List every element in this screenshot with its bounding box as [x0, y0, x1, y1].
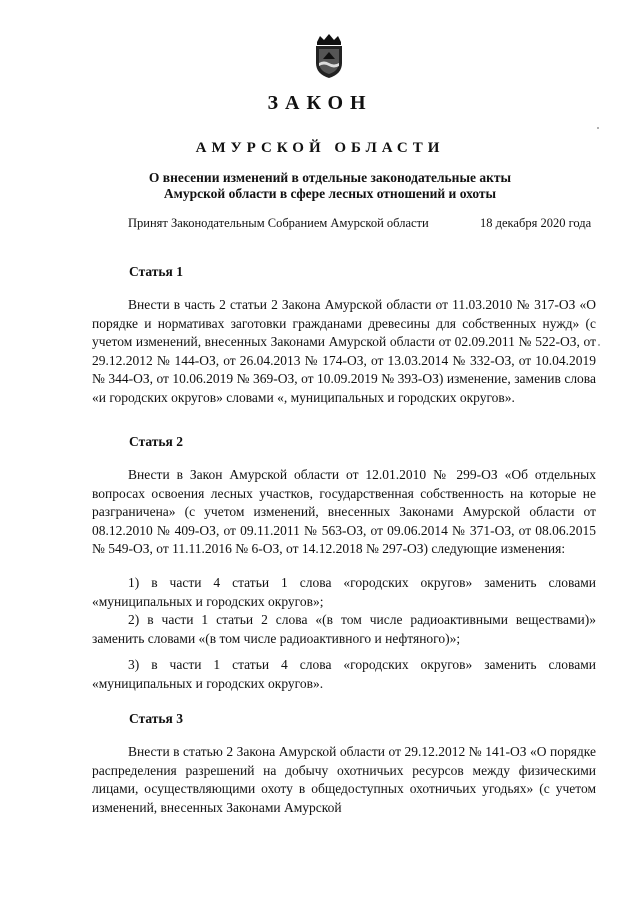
law-heading: О внесении изменений в отдельные законодательные акты Амурской области в сфере лесных отношений и охоты — [148, 170, 512, 201]
article-2-item-3: 3) в части 1 статьи 4 слова «городских округов» заменить словами «муниципальных и городских округов». — [92, 657, 596, 691]
article-2-item-2: 2) в части 1 статьи 2 слова «(в том числе радиоактивными веществами)» заменить словами «(в том числе радиоактивного и нефтяного)»; — [92, 612, 596, 646]
article-1-title: Статья 1 — [129, 264, 183, 279]
scan-speck — [598, 344, 600, 346]
article-2-item-1: 1) в части 4 статьи 1 слова «городских округов» заменить словами «муниципальных и городских округов»; — [92, 575, 596, 609]
article-3-title: Статья 3 — [129, 711, 183, 726]
article-3-paragraph-1: Внести в статью 2 Закона Амурской области от 29.12.2012 № 141-ОЗ «О порядке распределения разрешений на добычу охотничьих ресурсов между физическими лицами, осуществляющими охоту в общедоступных охотничьих угодьях» (с учетом изменений, внесенных Законами Амурской — [92, 744, 596, 815]
article-2-title: Статья 2 — [129, 434, 183, 449]
document-type-title: ЗАКОН — [267, 92, 373, 114]
region-name: АМУРСКОЙ ОБЛАСТИ — [195, 140, 445, 156]
adopted-date: 18 декабря 2020 года — [480, 216, 592, 230]
adopted-by-text: Принят Законодательным Собранием Амурской области — [128, 216, 429, 230]
article-2-paragraph-1: Внести в Закон Амурской области от 12.01.2010 № 299-ОЗ «Об отдельных вопросах освоения лесных участков, государственная собственность на которые не разграничена» (с учетом изменений, внесенных Законами Амурской области от 08.12.2010 № 409-ОЗ, от 09.11.2011 № 563-ОЗ, от 09.06.2014 № 371-ОЗ, от 08.06.2015 № 549-ОЗ, от 11.11.2016 № 6-ОЗ, от 14.12.2018 № 297-ОЗ) следующие изменения: — [92, 467, 596, 557]
article-1-paragraph-1: Внести в часть 2 статьи 2 Закона Амурской области от 11.03.2010 № 317-ОЗ «О порядке и нормативах заготовки гражданами древесины для собственных нужд» (с учетом изменений, внесенных Законами Амурской области от 02.09.2011 № 522-ОЗ, от 29.12.2012 № 144-ОЗ, от 26.04.2013 № 174-ОЗ, от 13.03.2014 № 332-ОЗ, от 10.04.2019 № 344-ОЗ, от 10.06.2019 № 369-ОЗ, от 10.09.2019 № 393-ОЗ) изменение, заменив слова «и городских округов» словами «, муниципальных и городских округов». — [92, 297, 596, 405]
coat-of-arms-icon — [311, 33, 347, 79]
scan-speck — [597, 127, 599, 129]
